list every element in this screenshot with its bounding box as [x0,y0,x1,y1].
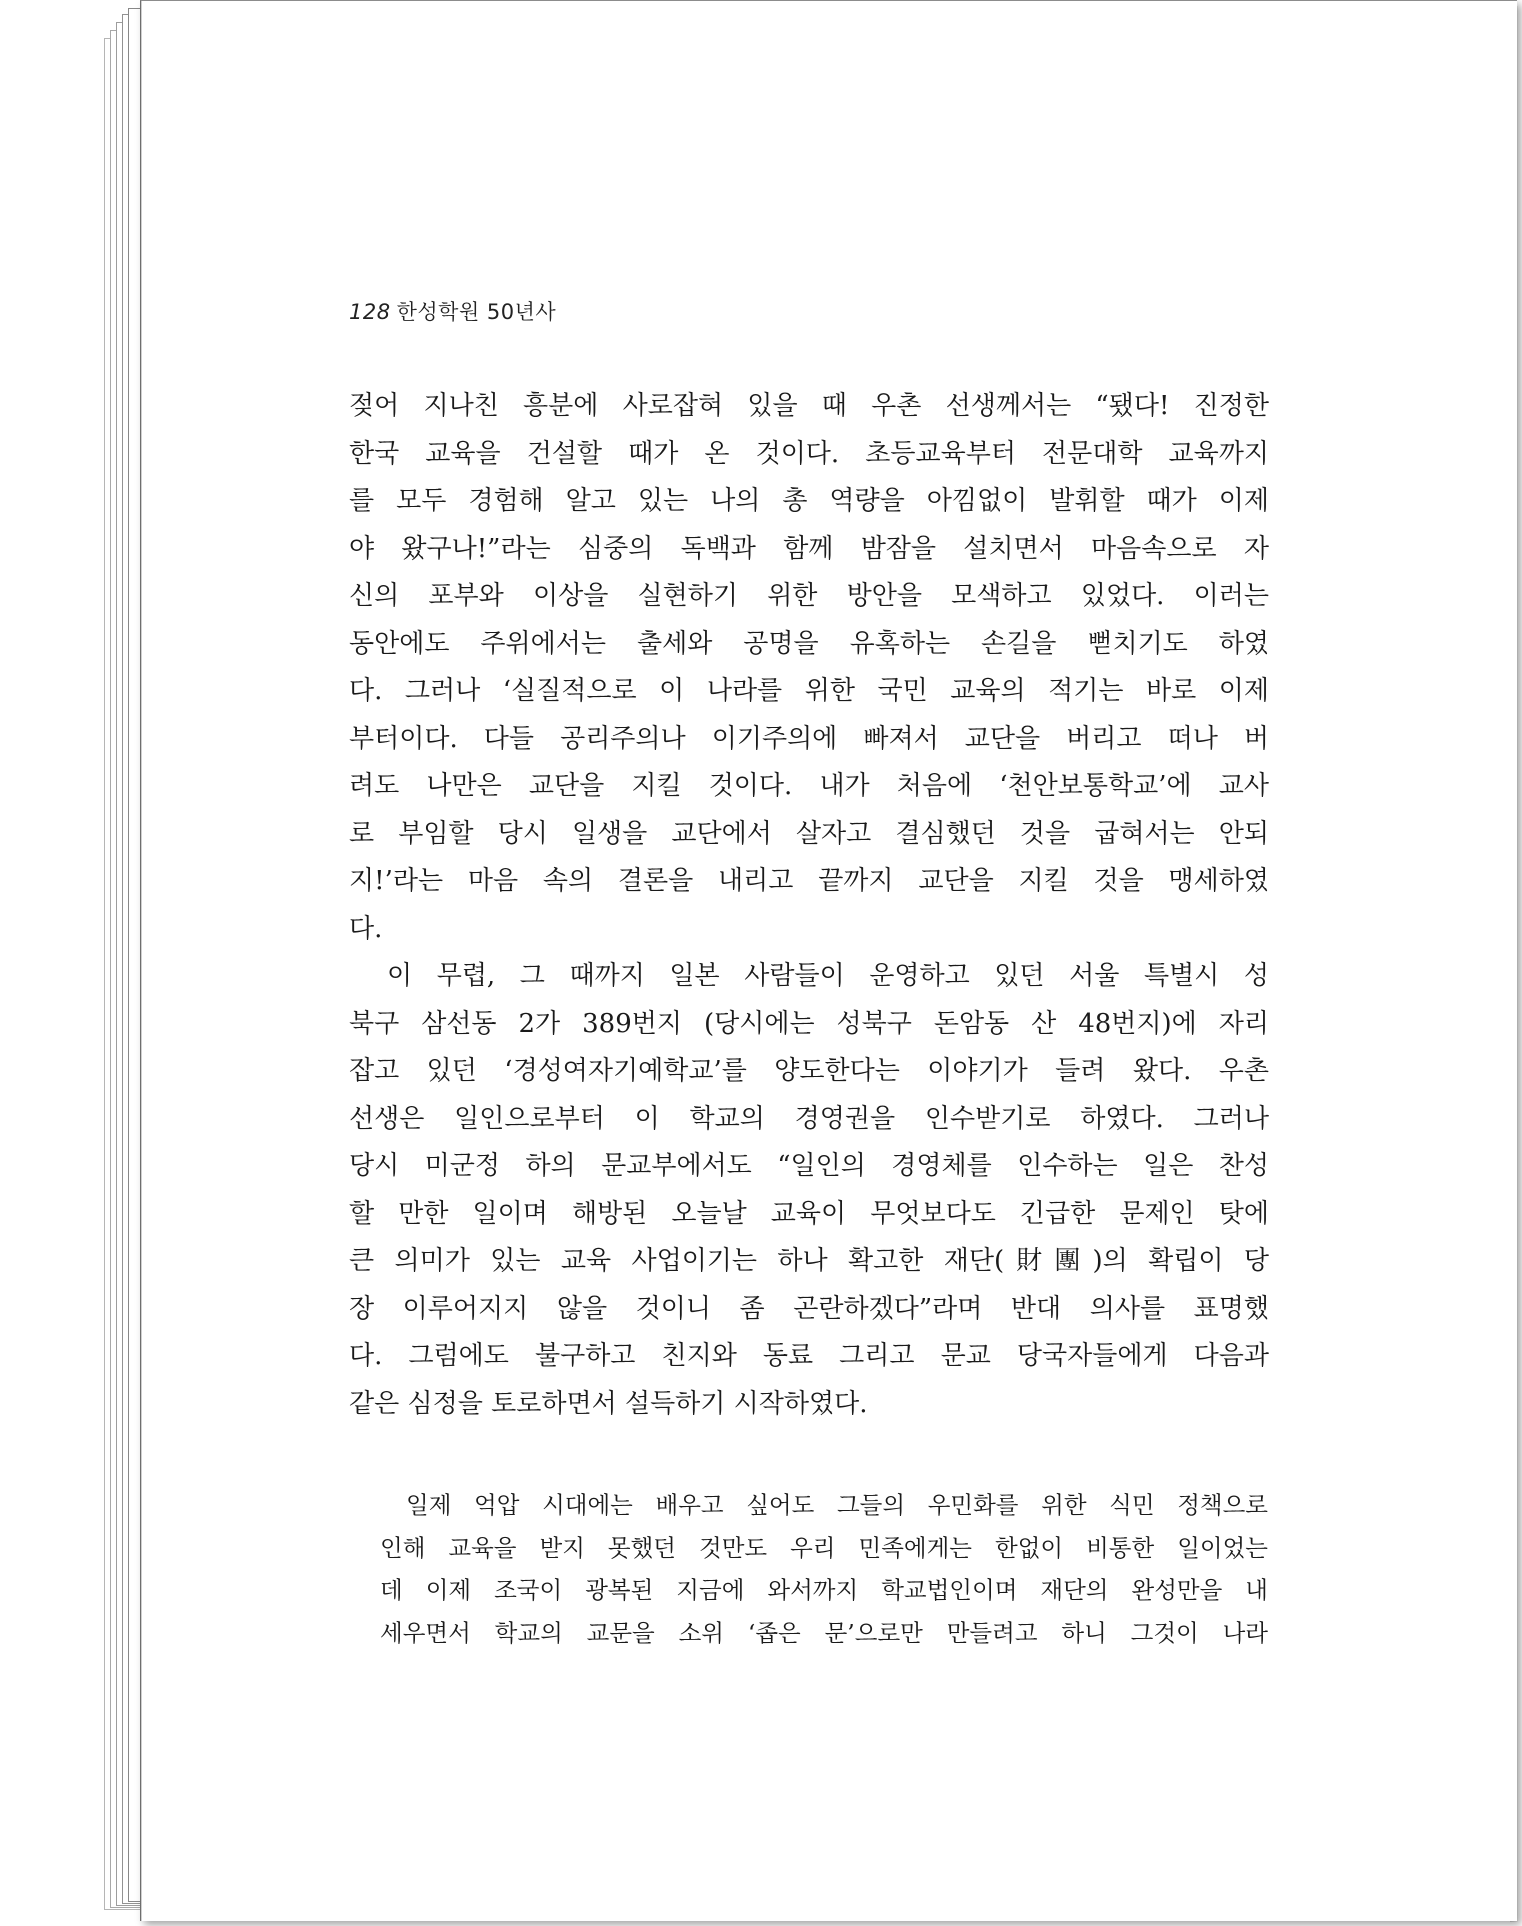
running-header [349,296,556,326]
body-line: 할 만한 일이며 해방된 오늘날 교육이 무엇보다도 긴급한 문제인 탓에 [349,1198,1269,1229]
body-line: 장 이루어지지 않을 것이니 좀 곤란하겠다”라며 반대 의사를 표명했 [349,1293,1269,1324]
body-line: 다. [349,913,383,944]
body-line: 지!’라는 마음 속의 결론을 내리고 끝까지 교단을 지킬 것을 맹세하였 [349,866,1269,896]
body-line: 를 모두 경험해 알고 있는 나의 총 역량을 아낌없이 발휘할 때가 이제 [349,486,1269,516]
body-line: 야 왔구나!”라는 심중의 독백과 함께 밤잠을 설치면서 마음속으로 자 [349,533,1269,564]
body-line: 큰 의미가 있는 교육 사업이기는 하나 확고한 재단(財團)의 확립이 당 [349,1246,1269,1276]
body-line: 당시 미군정 하의 문교부에서도 “일인의 경영체를 인수하는 일은 찬성 [349,1151,1269,1181]
body-line: 신의 포부와 이상을 실현하기 위한 방안을 모색하고 있었다. 이러는 [349,581,1269,611]
body-line: 동안에도 주위에서는 출세와 공명을 유혹하는 손길을 뻗치기도 하였 [349,628,1269,659]
body-line: 다. 그러나 ‘실질적으로 이 나라를 위한 국민 교육의 적기는 바로 이제 [349,676,1269,706]
body-line: 로 부임할 당시 일생을 교단에서 살자고 결심했던 것을 굽혀서는 안되 [349,818,1269,849]
body-line: 려도 나만은 교단을 지킬 것이다. 내가 처음에 ‘천안보통학교’에 교사 [349,771,1269,801]
body-line: 잡고 있던 ‘경성여자기예학교’를 양도한다는 이야기가 들려 왔다. 우촌 [349,1056,1269,1086]
body-line: 이 무렵, 그 때까지 일본 사람들이 운영하고 있던 서울 특별시 성 [387,961,1269,991]
quote-line: 세우면서 학교의 교문을 소위 ‘좁은 문’으로만 만들려고 하니 그것이 나라 [380,1618,1268,1647]
block-quote [380,1484,1268,1654]
body-line: 한국 교육을 건설할 때가 온 것이다. 초등교육부터 전문대학 교육까지 [349,438,1269,469]
body-line: 북구 삼선동 2가 389번지 (당시에는 성북구 돈암동 산 48번지)에 자리 [349,1008,1269,1039]
body-line: 선생은 일인으로부터 이 학교의 경영권을 인수받기로 하였다. 그러나 [349,1103,1269,1134]
book-title: 한성학원 50년사 [396,300,557,324]
quote-line: 인해 교육을 받지 못했던 것만도 우리 민족에게는 한없이 비통한 일이었는 [380,1533,1268,1562]
quote-line: 데 이제 조국이 광복된 지금에 와서까지 학교법인이며 재단의 완성만을 내 [380,1576,1268,1604]
body-line: 젖어 지나친 흥분에 사로잡혀 있을 때 우촌 선생께서는 “됐다! 진정한 [349,391,1269,421]
quote-line: 일제 억압 시대에는 배우고 싶어도 그들의 우민화를 위한 식민 정책으로 [406,1491,1268,1519]
body-line: 같은 심정을 토로하면서 설득하기 시작하였다. [349,1388,868,1419]
page-number: 128 [349,300,391,324]
body-line: 다. 그럼에도 불구하고 친지와 동료 그리고 문교 당국자들에게 다음과 [349,1341,1269,1371]
body-line: 부터이다. 다들 공리주의나 이기주의에 빠져서 교단을 버리고 떠나 버 [349,723,1269,754]
body-text [349,383,1269,1428]
